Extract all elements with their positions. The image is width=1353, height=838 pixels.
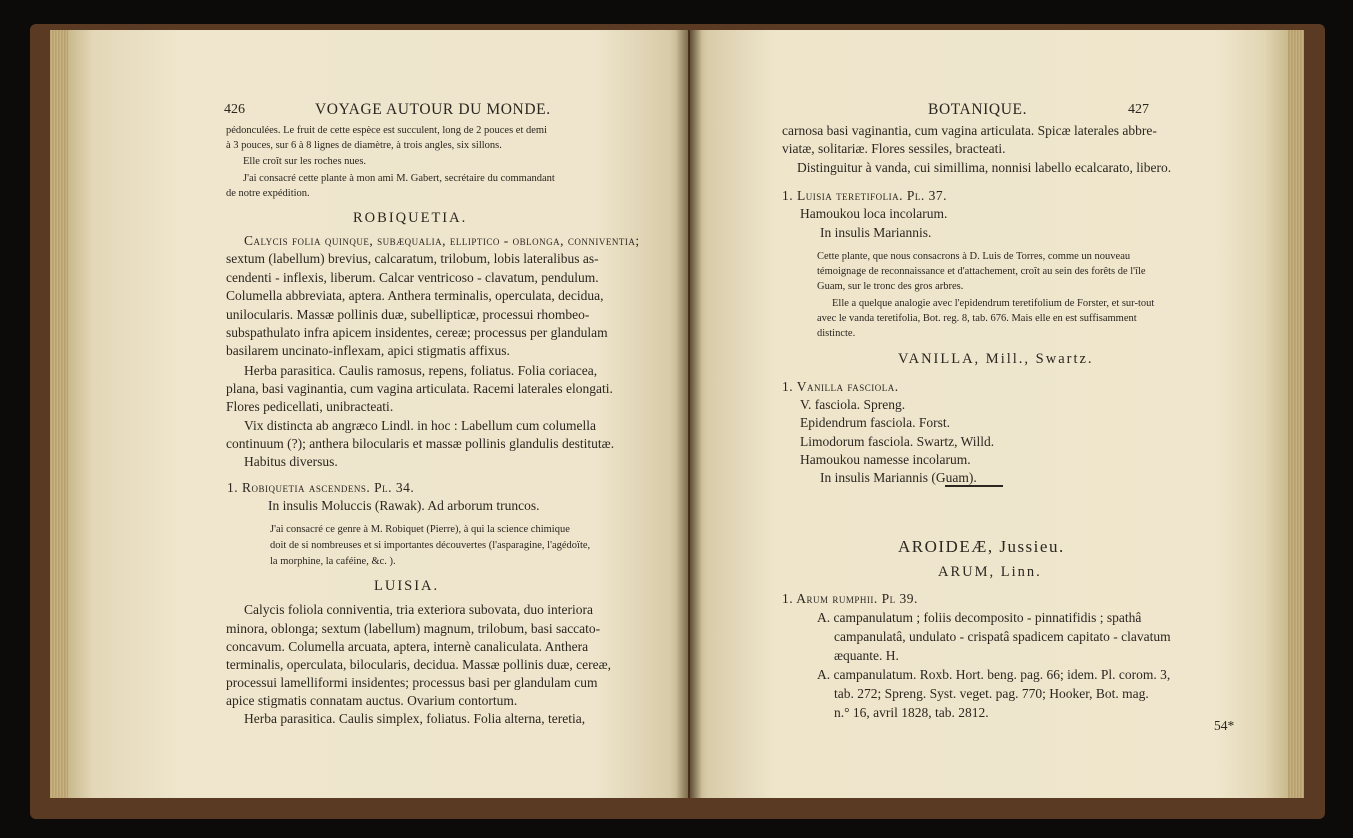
- synonym-line: Limodorum fasciola. Swartz, Willd.: [800, 434, 995, 449]
- text-line: æquante. H.: [834, 648, 899, 663]
- genus-heading: ARUM, Linn.: [938, 564, 1042, 580]
- book-gutter: [676, 30, 702, 798]
- synonym-line: V. fasciola. Spreng.: [800, 397, 906, 412]
- note-line: Elle a quelque analogie avec l'epidendrum teretifolium de Forster, et sur-tout: [832, 298, 1155, 309]
- running-head: VOYAGE AUTOUR DU MONDE.: [315, 101, 551, 118]
- text-line: à 3 pouces, sur 6 à 8 lignes de diamètre, à trois angles, six sillons.: [226, 140, 502, 151]
- text-line: campanulatâ, undulato - crispatâ spadicem capitato - clavatum: [834, 629, 1171, 644]
- text-line: pédonculées. Le fruit de cette espèce est succulent, long de 2 pouces et demi: [226, 125, 547, 136]
- text-line: Elle croît sur les roches nues.: [243, 156, 367, 167]
- species-locality: In insulis Mariannis.: [820, 225, 932, 240]
- running-head: BOTANIQUE.: [928, 101, 1028, 118]
- note-line: doit de si nombreuses et si importantes découvertes (l'asparagine, l'agédoïte,: [270, 540, 591, 551]
- synonym-line: Epidendrum fasciola. Forst.: [800, 415, 950, 430]
- note-line: Cette plante, que nous consacrons à D. Luis de Torres, comme un nouveau: [817, 251, 1131, 262]
- text-line: J'ai consacré cette plante à mon ami M. Gabert, secrétaire du commandant: [243, 173, 555, 184]
- note-line: avec le vanda teretifolia, Bot. reg. 8, tab. 676. Mais elle en est suffisamment: [817, 313, 1137, 324]
- text-line: cendenti - inflexis, liberum. Calcar ventricoso - clavatum, pendulum.: [226, 270, 599, 285]
- page-number: 427: [1128, 102, 1149, 117]
- genus-heading: ROBIQUETIA.: [353, 210, 468, 226]
- species-locality: In insulis Mariannis (Guam).: [820, 470, 977, 485]
- note-line: distincte.: [817, 328, 856, 339]
- text-line: minora, oblonga; sextum (labellum) magnum, trilobum, basi saccato-: [226, 621, 601, 636]
- text-line: terminalis, operculata, bilocularis, decidua. Massæ pollinis duæ, cereæ,: [226, 657, 612, 672]
- text-line: carnosa basi vaginantia, cum vagina articulata. Spicæ laterales abbre-: [782, 123, 1157, 138]
- left-page: [68, 30, 688, 798]
- page-number: 426: [224, 102, 245, 117]
- text-line: Flores pedicellati, unibracteati.: [226, 399, 394, 414]
- vernacular-name: Hamoukou namesse incolarum.: [800, 452, 971, 467]
- text-line: viatæ, solitariæ. Flores sessiles, bracteati.: [782, 141, 1006, 156]
- text-line: Herba parasitica. Caulis ramosus, repens, foliatus. Folia coriacea,: [244, 363, 598, 378]
- species-entry: 1. Vanilla fasciola.: [782, 379, 899, 394]
- signature-mark: 54*: [1214, 718, 1235, 733]
- note-line: J'ai consacré ce genre à M. Robiquet (Pierre), à qui la science chimique: [270, 524, 570, 535]
- text-line: tab. 272; Spreng. Syst. veget. pag. 770; Hooker, Bot. mag.: [834, 686, 1149, 701]
- text-line: A. campanulatum. Roxb. Hort. beng. pag. 66; idem. Pl. corom. 3,: [817, 667, 1171, 682]
- note-line: Guam, sur le tronc des gros arbres.: [817, 281, 964, 292]
- text-line: Herba parasitica. Caulis simplex, foliatus. Folia alterna, teretia,: [244, 711, 586, 726]
- text-line: sextum (labellum) brevius, calcaratum, trilobum, lobis lateralibus as-: [226, 251, 599, 266]
- text-line: Columella abbreviata, aptera. Anthera terminalis, operculata, decidua,: [226, 288, 604, 303]
- text-line: Vix distincta ab angræco Lindl. in hoc : Labellum cum columella: [244, 418, 596, 433]
- species-entry: 1. Arum rumphii. Pl 39.: [782, 591, 918, 606]
- vernacular-name: Hamoukou loca incolarum.: [800, 206, 948, 221]
- genus-heading: LUISIA.: [374, 578, 440, 594]
- text-line: de notre expédition.: [226, 188, 310, 199]
- text-line: plana, basi vaginantia, cum vagina articulata. Racemi laterales elongati.: [226, 381, 613, 396]
- species-locality: In insulis Moluccis (Rawak). Ad arborum truncos.: [268, 498, 540, 513]
- section-divider: [945, 485, 1003, 487]
- text-line: basilarem uncinato-inflexam, apici stigmatis affixus.: [226, 343, 510, 358]
- text-line: Calycis folia quinque, subæqualia, elliptico - oblonga, conniventia;: [244, 233, 640, 248]
- text-line: Habitus diversus.: [244, 454, 338, 469]
- text-line: apice stigmatis connatam auctus. Ovarium contortum.: [226, 693, 518, 708]
- species-entry: 1. Luisia teretifolia. Pl. 37.: [782, 188, 947, 203]
- family-heading: AROIDEÆ, Jussieu.: [898, 537, 1065, 556]
- text-line: concavum. Columella arcuata, aptera, internè canaliculata. Anthera: [226, 639, 589, 654]
- text-line: subspathulato infra apicem insidentes, cereæ; processus per glandulam: [226, 325, 608, 340]
- right-page: [690, 30, 1288, 798]
- genus-heading: VANILLA, Mill., Swartz.: [898, 351, 1094, 367]
- text-line: unilocularis. Massæ pollinis duæ, subellipticæ, processui rhombeo-: [226, 307, 590, 322]
- note-line: témoignage de reconnaissance et d'attachement, croît au sein des forêts de l'île: [817, 266, 1146, 277]
- text-line: n.° 16, avril 1828, tab. 2812.: [834, 705, 989, 720]
- left-page-edges: [50, 30, 70, 798]
- right-page-edges: [1286, 30, 1304, 798]
- text-line: Distinguitur à vanda, cui simillima, nonnisi labello ecalcarato, libero.: [797, 160, 1172, 175]
- note-line: la morphine, la caféine, &c. ).: [270, 556, 396, 567]
- text-line: A. campanulatum ; foliis decomposito - pinnatifidis ; spathâ: [817, 610, 1142, 625]
- text-line: processui lamelliformi insidentes; processus basi per glandulam cum: [226, 675, 598, 690]
- text-line: continuum (?); anthera bilocularis et massæ pollinis glandulis destitutæ.: [226, 436, 615, 451]
- species-entry: 1. Robiquetia ascendens. Pl. 34.: [227, 480, 415, 495]
- text-line: Calycis foliola conniventia, tria exteriora subovata, duo interiora: [244, 602, 594, 617]
